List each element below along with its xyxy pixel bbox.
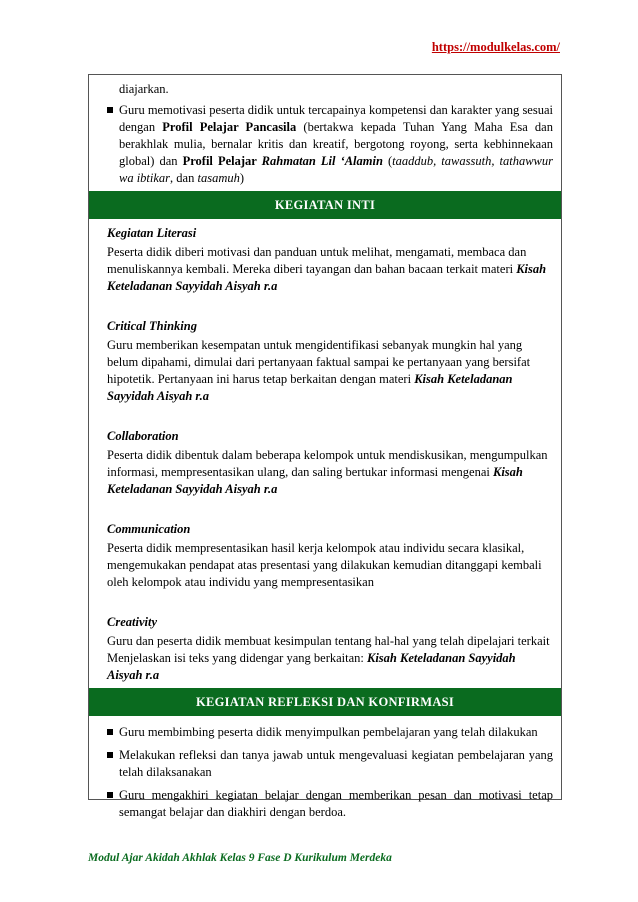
emphasis-text: Kisah Keteladanan Sayyidah Aisyah r.a <box>107 651 516 682</box>
text-span: Guru dan peserta didik membuat kesimpulan tentang hal-hal yang telah dipelajari terkait Menjelaskan isi teks yang didengar yang berkaitan: <box>107 634 550 665</box>
text-span: Peserta didik diberi motivasi dan panduan untuk melihat, mengamati, membaca dan menuliskannya kembali. Mereka diberi tayangan dan bahan bacaan terkait materi <box>107 245 527 276</box>
intro-bullet-list <box>107 102 553 187</box>
creativity-text <box>107 633 553 684</box>
collaboration-block <box>89 422 561 515</box>
bold-text: Profil Pelajar Pancasila <box>162 120 297 134</box>
creativity-block <box>89 608 561 688</box>
critical-text <box>107 337 553 405</box>
intro-section <box>89 75 561 187</box>
bold-text: Profil Pelajar <box>182 154 262 168</box>
text-span: , dan <box>170 171 198 185</box>
lesson-table <box>88 74 562 819</box>
section-header-refleksi: KEGIATAN REFLEKSI DAN KONFIRMASI <box>89 688 561 716</box>
text-span: ) <box>239 171 245 185</box>
footer-title: Modul Ajar Akidah Akhlak Kelas 9 Fase D Kurikulum Merdeka <box>88 852 392 864</box>
text-span: Guru memotivasi peserta didik untuk tercapainya kompetensi dan karakter yang sesuai dengan <box>119 103 553 134</box>
text-span: Peserta didik dibentuk dalam beberapa kelompok untuk mendiskusikan, mengumpulkan informasi, mempresentasikan ulang, dan saling bertukar informasi mengenai <box>107 448 548 479</box>
literasi-block <box>89 219 561 312</box>
refleksi-section <box>89 716 561 821</box>
refleksi-item: Guru mengakhiri kegiatan belajar dengan memberikan pesan dan motivasi tetap semangat belajar dan diakhiri dengan berdoa. <box>107 787 553 821</box>
intro-continuation: diajarkan. <box>119 82 169 96</box>
emphasis-text: Kisah Keteladanan Sayyidah Aisyah r.a <box>107 262 547 293</box>
refleksi-bullet-list <box>107 724 553 821</box>
text-span: ( <box>382 154 393 168</box>
literasi-text <box>107 244 553 295</box>
text-span: Guru memberikan kesempatan untuk mengidentifikasi sebanyak mungkin hal yang belum dipahami, dimulai dari pertanyaan faktual sampai ke pertanyaan yang bersifat hipotetik. Pertanyaan ini harus tetap berkaitan dengan materi <box>107 338 531 386</box>
refleksi-item: Melakukan refleksi dan tanya jawab untuk mengevaluasi kegiatan pembelajaran yang telah dilaksanakan <box>107 747 553 781</box>
italic-text: tasamuh <box>197 171 240 185</box>
critical-thinking-block <box>89 312 561 422</box>
intro-bullet <box>107 102 553 187</box>
creativity-heading: Creativity <box>107 615 157 629</box>
section-header-inti: KEGIATAN INTI <box>89 191 561 219</box>
header-url-link[interactable]: https://modulkelas.com/ <box>431 40 560 54</box>
italic-text: taaddub, tawassuth, tathawwur wa ibtikar <box>119 154 553 185</box>
bold-italic-text: Rahmatan Lil ‘Alamin <box>261 154 383 168</box>
communication-heading: Communication <box>107 522 191 536</box>
critical-heading: Critical Thinking <box>107 319 197 333</box>
text-span: (bertakwa kepada Tuhan Yang Maha Esa dan berakhlak mulia, bernalar kritis dan kreatif, bergotong royong, serta kebhinnekaan global) dan <box>119 120 553 168</box>
refleksi-item: Guru membimbing peserta didik menyimpulkan pembelajaran yang telah dilakukan <box>107 724 553 741</box>
collaboration-heading: Collaboration <box>107 429 179 443</box>
communication-block <box>89 515 561 608</box>
communication-text: Peserta didik mempresentasikan hasil kerja kelompok atau individu secara klasikal, mengemukakan pendapat atas presentasi yang dilakukan kemudian ditanggapi kembali oleh kelompok atau individu yang mempresentasikan <box>107 541 542 589</box>
emphasis-text: Kisah Keteladanan Sayyidah Aisyah r.a <box>107 372 513 403</box>
emphasis-text: Kisah Keteladanan Sayyidah Aisyah r.a <box>107 465 523 496</box>
collaboration-text <box>107 447 553 498</box>
literasi-heading: Kegiatan Literasi <box>107 226 197 240</box>
